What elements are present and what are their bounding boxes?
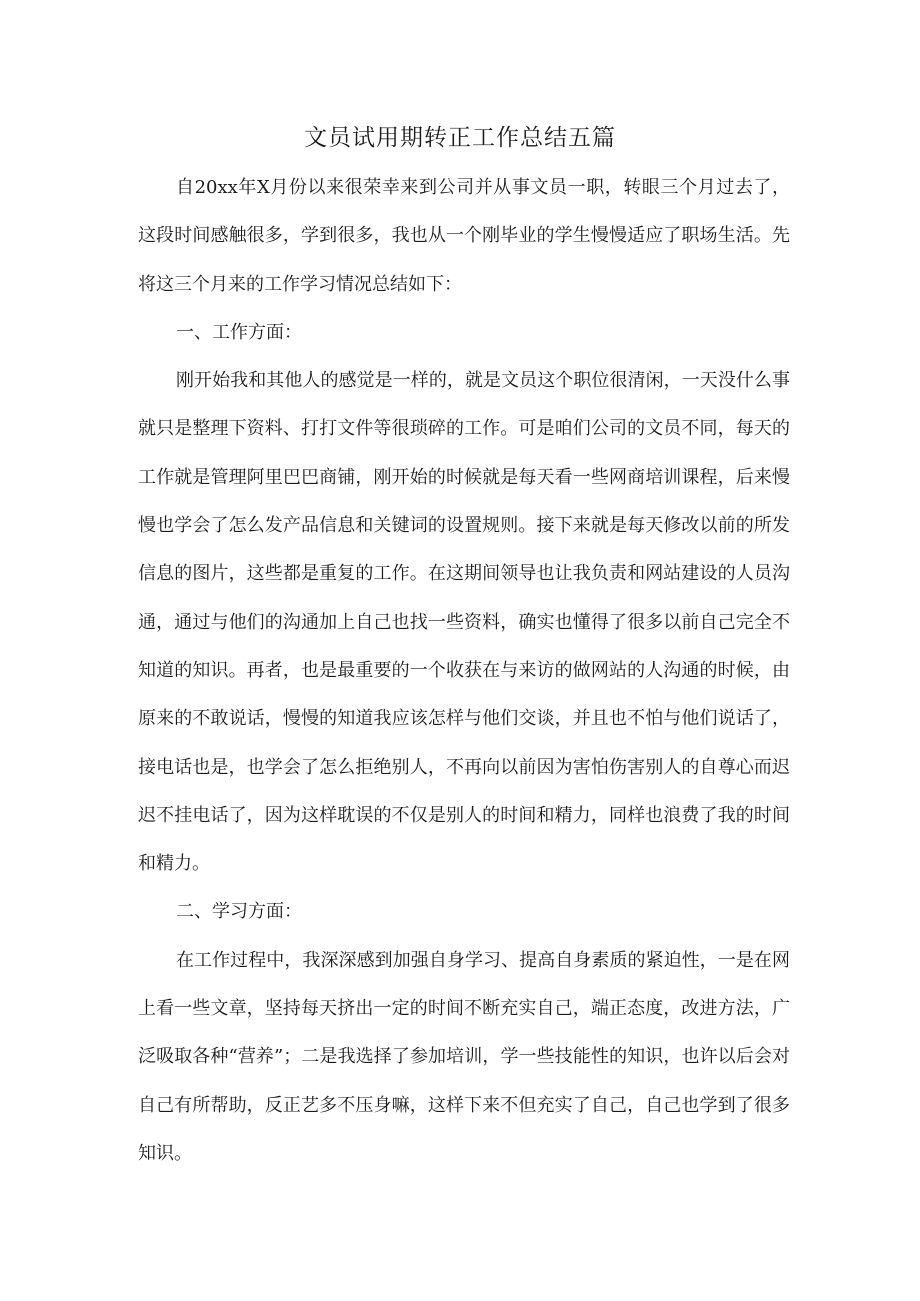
intro-paragraph: 自20xx年X月份以来很荣幸来到公司并从事文员一职，转眼三个月过去了，这段时间感触很多，学到很多，我也从一个刚毕业的学生慢慢适应了职场生活。先将这三个月来的工作学习情况总结如下： bbox=[138, 177, 790, 295]
study-paragraph: 在工作过程中，我深深感到加强自身学习、提高自身素质的紧迫性，一是在网上看一些文章，坚持每天挤出一定的时间不断充实自己，端正态度，改进方法，广泛吸取各种“营养”；二是我选择了参加培训，学一些技能性的知识，也许以后会对自己有所帮助，反正艺多不压身嘛，这样下来不但充实了自己，自己也学到了很多知识。 bbox=[138, 949, 790, 1164]
section-heading-work: 一、工作方面： bbox=[176, 321, 302, 343]
document-body bbox=[138, 164, 790, 1178]
work-paragraph: 刚开始我和其他人的感觉是一样的，就是文员这个职位很清闲，一天没什么事就只是整理下资料、打打文件等很琐碎的工作。可是咱们公司的文员不同，每天的工作就是管理阿里巴巴商铺，刚开始的时候就是每天看一些网商培训课程，后来慢慢也学会了怎么发产品信息和关键词的设置规则。接下来就是每天修改以前的所发信息的图片，这些都是重复的工作。在这期间领导也让我负责和网站建设的人员沟通，通过与他们的沟通加上自己也找一些资料，确实也懂得了很多以前自己完全不知道的知识。再者，也是最重要的一个收获在与来访的做网站的人沟通的时候，由原来的不敢说话，慢慢的知道我应该怎样与他们交谈，并且也不怕与他们说话了，接电话也是，也学会了怎么拒绝别人，不再向以前因为害怕伤害别人的自尊心而迟迟不挂电话了，因为这样耽误的不仅是别人的时间和精力，同样也浪费了我的时间和精力。 bbox=[138, 370, 790, 875]
document-title: 文员试用期转正工作总结五篇 bbox=[304, 125, 616, 151]
section-heading-study: 二、学习方面： bbox=[176, 901, 302, 923]
